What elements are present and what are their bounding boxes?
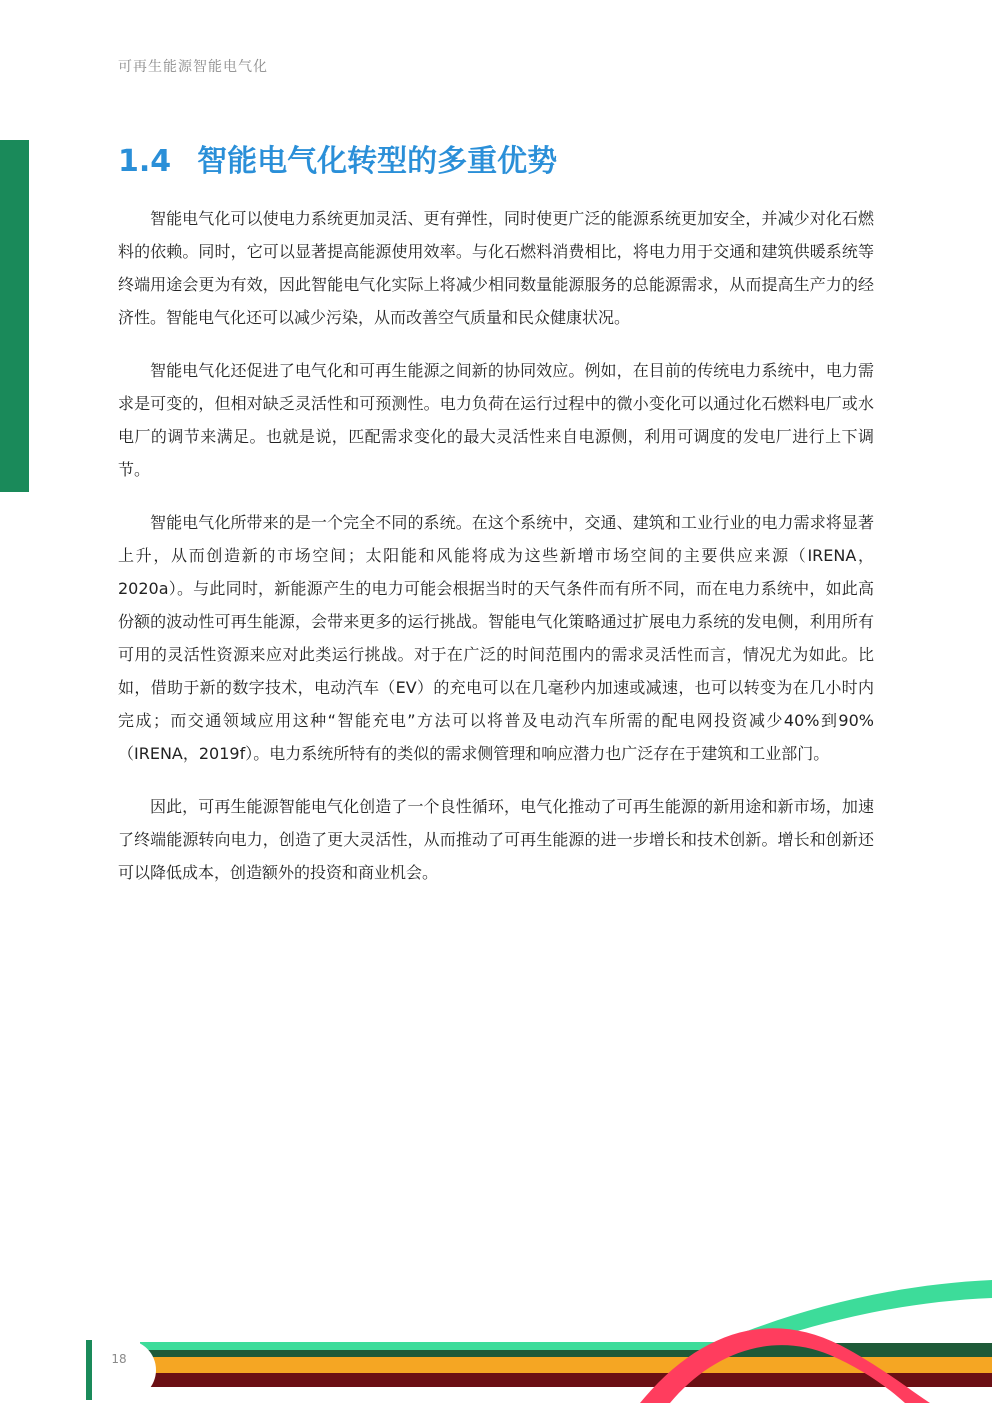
- section-number: 1.4: [118, 144, 172, 179]
- page-number: 18: [111, 1352, 127, 1366]
- paragraph-1: 智能电气化可以使电力系统更加灵活、更有弹性，同时使更广泛的能源系统更加安全，并减少对化石燃料的依赖。同时，它可以显著提高能源使用效率。与化石燃料消费相比，将电力用于交通和建筑供暖系统等终端用途会更为有效，因此智能电气化实际上将减少相同数量能源服务的总能源需求，从而提高生产力的经济性。智能电气化还可以减少污染，从而改善空气质量和民众健康状况。: [118, 209, 874, 327]
- paragraph-3: 智能电气化所带来的是一个完全不同的系统。在这个系统中，交通、建筑和工业行业的电力需求将显著上升，从而创造新的市场空间；太阳能和风能将成为这些新增市场空间的主要供应来源（IRENA，2020a）。与此同时，新能源产生的电力可能会根据当时的天气条件而有所不同，而在电力系统中，如此高份额的波动性可再生能源，会带来更多的运行挑战。智能电气化策略通过扩展电力系统的发电侧，利用所有可用的灵活性资源来应对此类运行挑战。对于在广泛的时间范围内的需求灵活性而言，情况尤为如此。比如，借助于新的数字技术，电动汽车（EV）的充电可以在几毫秒内加速或减速，也可以转变为在几小时内完成；而交通领域应用这种“智能充电”方法可以将普及电动汽车所需的配电网投资减少40%到90%（IRENA，2019f）。电力系统所特有的类似的需求侧管理和响应潜力也广泛存在于建筑和工业部门。: [118, 513, 874, 763]
- page-cap-edge: [86, 1340, 92, 1400]
- page-cap: [92, 1340, 156, 1400]
- side-accent-bar: [0, 140, 29, 492]
- footer-stripes: [0, 1270, 992, 1403]
- paragraph-4: 因此，可再生能源智能电气化创造了一个良性循环，电气化推动了可再生能源的新用途和新市场，加速了终端能源转向电力，创造了更大灵活性，从而推动了可再生能源的进一步增长和技术创新。增长和创新还可以降低成本，创造额外的投资和商业机会。: [118, 797, 874, 882]
- stripe-maroon: [140, 1373, 992, 1387]
- running-header: 可再生能源智能电气化: [118, 59, 268, 75]
- paragraph-2: 智能电气化还促进了电气化和可再生能源之间新的协同效应。例如，在目前的传统电力系统中，电力需求是可变的，但相对缺乏灵活性和可预测性。电力负荷在运行过程中的微小变化可以通过化石燃料电厂或水电厂的调节来满足。也就是说，匹配需求变化的最大灵活性来自电源侧，利用可调度的发电厂进行上下调节。: [118, 361, 874, 479]
- section-title: [118, 136, 557, 180]
- section-heading: 智能电气化转型的多重优势: [197, 144, 558, 179]
- stripe-light-green: [140, 1342, 740, 1350]
- body-text: [118, 202, 874, 909]
